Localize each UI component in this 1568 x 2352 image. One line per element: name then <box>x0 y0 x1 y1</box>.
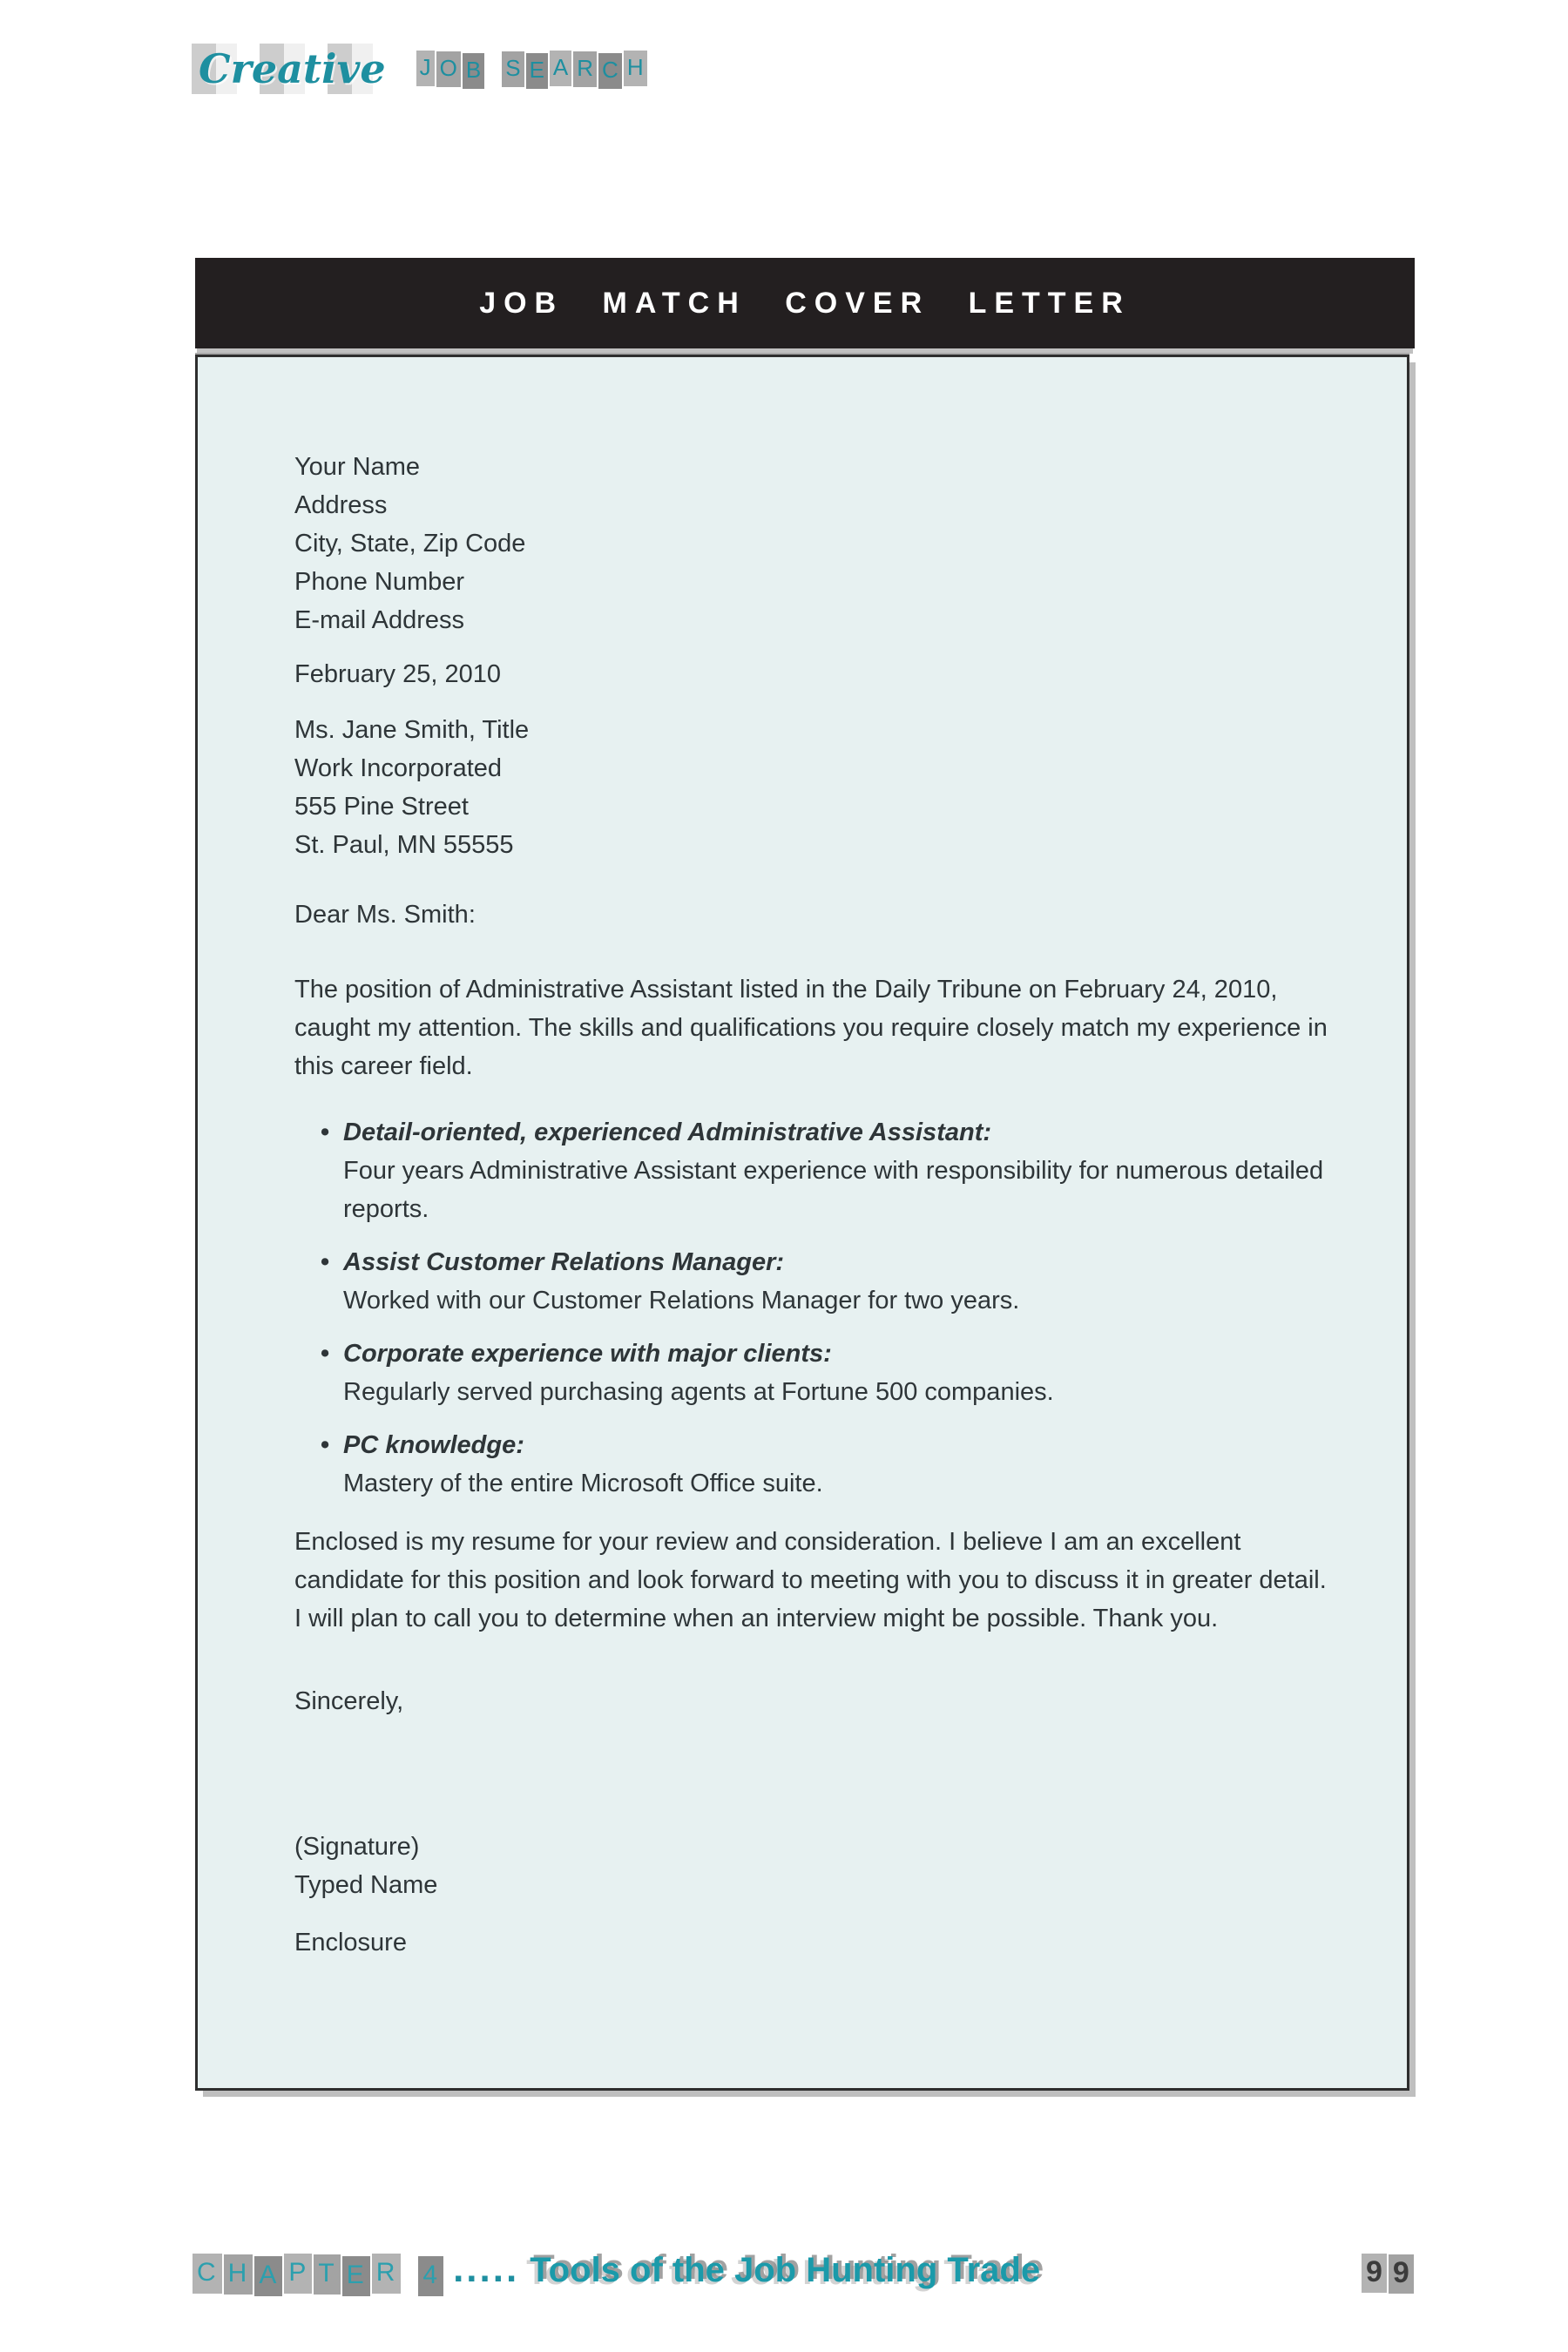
sender-city-line: City, State, Zip Code <box>294 530 526 558</box>
chapter-label: C H A P T E R 4 <box>192 2254 444 2295</box>
bullet-heading: • Corporate experience with major clients: <box>343 1340 832 1368</box>
bullet-body: Regularly served purchasing agents at Fortune 500 companies. <box>343 1378 1054 1406</box>
creative-job-search-logo <box>192 44 648 94</box>
sender-phone-line: Phone Number <box>294 568 465 596</box>
chapter-footer <box>192 2247 1040 2295</box>
cover-letter-example <box>195 355 1409 2091</box>
letter-date: February 25, 2010 <box>294 660 501 688</box>
closing-paragraph: Enclosed is my resume for your review and consideration. I believe I am an excellent candidate for this position and look forward to meeting with you to discuss it in greater detail. I will plan to call you to determine when an interview might be possible. Thank you. <box>294 1528 1327 1632</box>
page-number: 9 9 <box>1361 2254 1415 2294</box>
sender-address-block <box>294 448 1328 639</box>
bullet-heading: • Assist Customer Relations Manager: <box>343 1248 785 1276</box>
bullet-item-customer-relations <box>321 1243 1328 1320</box>
valediction: Sincerely, <box>294 1687 404 1715</box>
opening-paragraph: The position of Administrative Assistant listed in the Daily Tribune on February 24, 2010, caught my attention. The skills and qualifications you require closely match my experience in this career field. <box>294 976 1328 1080</box>
typed-name-placeholder: Typed Name <box>294 1871 438 1899</box>
section-header-bar <box>195 258 1415 348</box>
signature-placeholder: (Signature) <box>294 1833 420 1861</box>
sender-email-line: E-mail Address <box>294 606 465 634</box>
recipient-city-line: St. Paul, MN 55555 <box>294 831 514 859</box>
sender-address-line: Address <box>294 491 388 519</box>
recipient-street-line: 555 Pine Street <box>294 793 469 821</box>
bullet-heading: • PC knowledge: <box>343 1431 524 1459</box>
qualification-bullet-list <box>321 1113 1328 1503</box>
footer-dot-leader: ..... <box>453 2247 520 2290</box>
salutation: Dear Ms. Smith: <box>294 901 476 929</box>
enclosure-note: Enclosure <box>294 1929 407 1957</box>
bullet-item-corporate-experience <box>321 1335 1328 1411</box>
recipient-name-line: Ms. Jane Smith, Title <box>294 716 530 744</box>
recipient-company-line: Work Incorporated <box>294 754 503 782</box>
section-header-title: JOB MATCH COVER LETTER <box>479 286 1131 320</box>
logo-job-search-caps: J O B S E A R C H <box>416 51 648 87</box>
recipient-address-block <box>294 711 1328 864</box>
bullet-body: Four years Administrative Assistant experience with responsibility for numerous detailed reports. <box>343 1157 1324 1223</box>
bullet-body: Worked with our Customer Relations Manager for two years. <box>343 1287 1020 1315</box>
sender-name-line: Your Name <box>294 453 421 481</box>
bullet-item-pc-knowledge <box>321 1426 1328 1503</box>
footer-section-title: Tools of the Job Hunting Trade <box>530 2251 1041 2289</box>
bullet-body: Mastery of the entire Microsoft Office suite. <box>343 1470 823 1497</box>
bullet-item-detail-oriented <box>321 1113 1328 1228</box>
bullet-heading: • Detail-oriented, experienced Administrative Assistant: <box>343 1119 992 1146</box>
logo-creative-script: Creative <box>192 44 393 94</box>
